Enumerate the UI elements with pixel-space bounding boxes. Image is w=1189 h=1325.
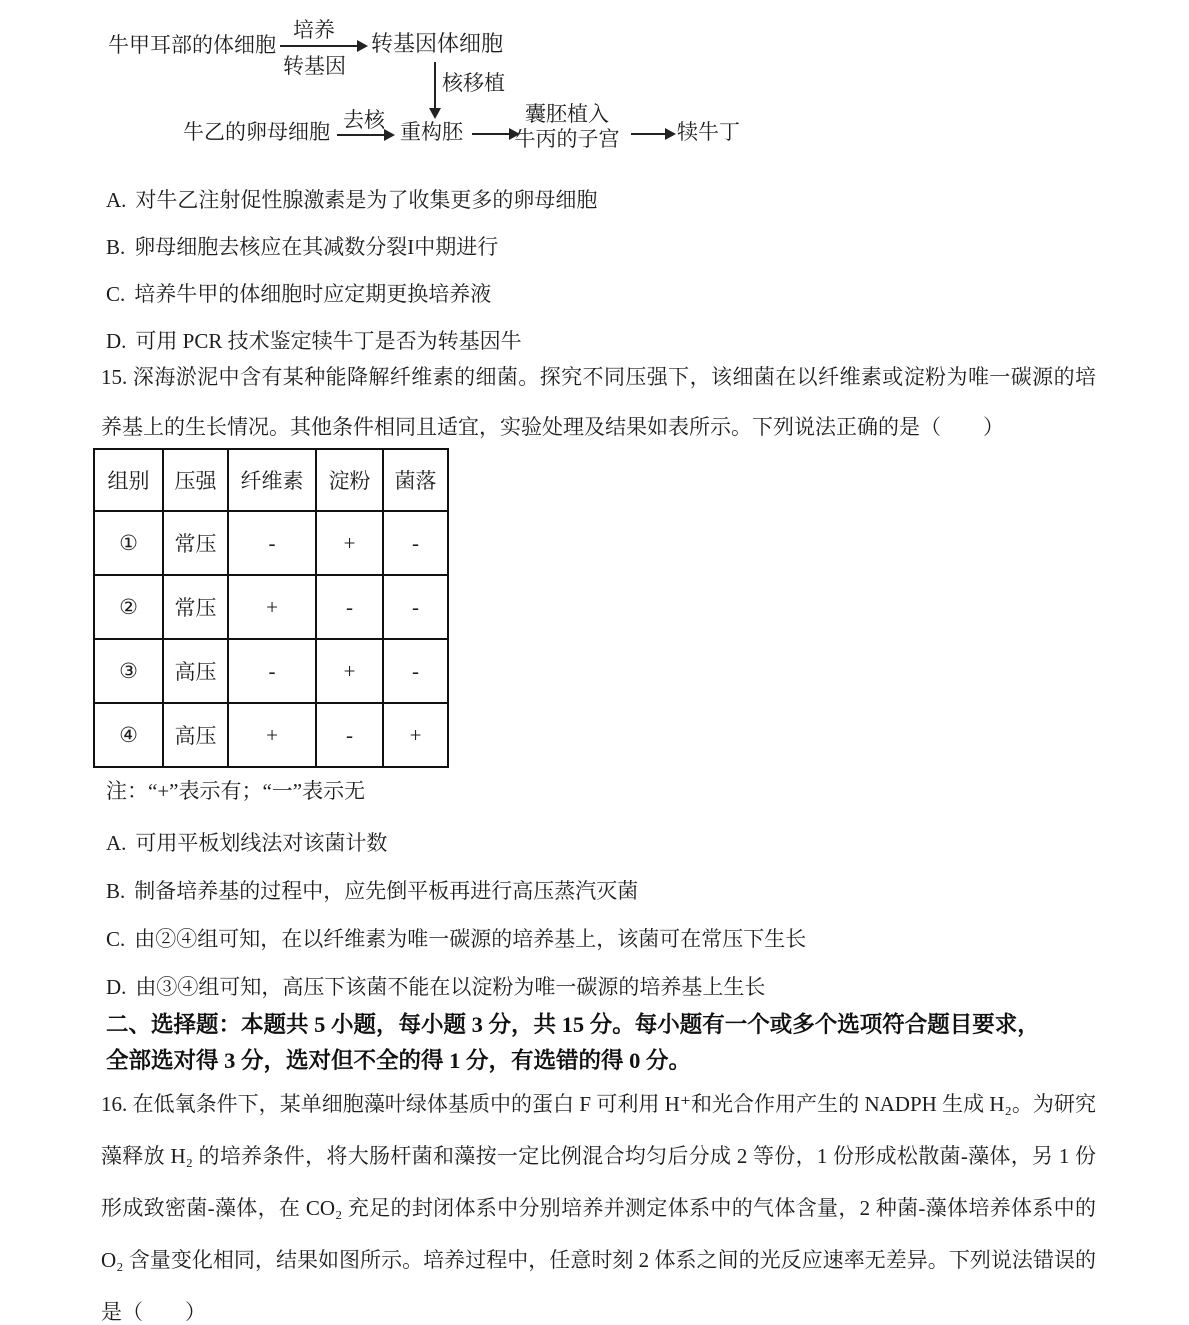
culture-arrow-right-icon (280, 45, 357, 47)
option-text: 可用平板划线法对该菌计数 (135, 831, 388, 855)
option-text: 由②④组可知，在以纤维素为唯一碳源的培养基上，该菌可在常压下生长 (134, 927, 807, 951)
table-header-row (94, 449, 448, 511)
table-cell: - (228, 511, 316, 575)
q14-option-b (106, 231, 1101, 261)
option-label: A. (106, 831, 127, 855)
table-cell: - (383, 511, 448, 575)
table-row (94, 575, 448, 639)
table-cell: - (316, 703, 383, 767)
diagram-label-culture: 培养 (293, 18, 335, 42)
option-text: 由③④组可知，高压下该菌不能在以淀粉为唯一碳源的培养基上生长 (135, 975, 766, 999)
option-label: C. (106, 927, 126, 951)
diagram-node-somatic-cell: 牛甲耳部的体细胞 (108, 33, 276, 57)
q15-option-c (106, 923, 1101, 953)
diagram-label-transgene: 转基因 (283, 54, 346, 78)
table-cell: - (383, 575, 448, 639)
q15-stem: 15. 深海淤泥中含有某种能降解纤维素的细菌。探究不同压强下，该细菌在以纤维素或淀粉为唯一碳源的培养基上的生长情况。其他条件相同且适宜，实验处理及结果如表所示。下列说法正确的是（ ） (101, 365, 1096, 439)
option-label: B. (106, 235, 126, 259)
table-cell: ② (94, 575, 163, 639)
table-cell: + (383, 703, 448, 767)
option-label: D. (106, 975, 127, 999)
option-label: A. (106, 188, 127, 212)
option-text: 可用 PCR 技术鉴定犊牛丁是否为转基因牛 (135, 329, 522, 353)
option-label: B. (106, 879, 126, 903)
table-cell: - (228, 639, 316, 703)
table-cell: + (316, 511, 383, 575)
option-text: 对牛乙注射促性腺激素是为了收集更多的卵母细胞 (135, 188, 598, 212)
table-cell: 高压 (163, 639, 228, 703)
q15-table-note: 注：“+”表示有；“一”表示无 (106, 779, 366, 803)
diagram-node-calf: 犊牛丁 (677, 120, 740, 144)
option-text: 卵母细胞去核应在其减数分裂I中期进行 (134, 235, 499, 259)
q16-stem: 16. 在低氧条件下，某单细胞藻叶绿体基质中的蛋白 F 可利用 H⁺和光合作用产生的 NADPH 生成 H₂。为研究藻释放 H₂ 的培养条件，将大肠杆菌和藻按一定比例混合均匀后分成 2 等份，1 份形成松散菌-藻体，另 1 份形成致密菌-藻体，在 CO₂ 充足的封闭体系中分别培养并测定体系中的气体含量，2 种菌-藻体培养体系中的 O₂ 含量变化相同，结果如图所示。培养过程中，任意时刻 2 体系之间的光反应速率无差异。下列说法错误的是（ ） (101, 1092, 1096, 1324)
table-row (94, 639, 448, 703)
table-header-cell: 纤维素 (228, 449, 316, 511)
table-cell: 常压 (163, 511, 228, 575)
enucleation-arrow-right-icon (337, 134, 384, 136)
table-row (94, 511, 448, 575)
table-cell: - (316, 575, 383, 639)
q14-option-d (106, 325, 1101, 355)
option-text: 培养牛甲的体细胞时应定期更换培养液 (134, 282, 492, 306)
embryo-to-implant-arrow-icon (472, 133, 509, 135)
table-header-cell: 组别 (94, 449, 163, 511)
section2-header-line2: 全部选对得 3 分，选对但不全的得 1 分，有选错的得 0 分。 (106, 1048, 692, 1073)
table-cell: + (228, 703, 316, 767)
diagram-node-implant (507, 102, 627, 152)
table-cell: ③ (94, 639, 163, 703)
table-cell: + (316, 639, 383, 703)
diagram-node-implant-line2: 牛丙的子宫 (514, 127, 620, 151)
option-text: 制备培养基的过程中，应先倒平板再进行高压蒸汽灭菌 (134, 879, 639, 903)
diagram-node-implant-line1: 囊胚植入 (525, 102, 609, 126)
table-cell: 常压 (163, 575, 228, 639)
diagram-node-transgenic-cell: 转基因体细胞 (371, 31, 504, 56)
q15-growth-table (93, 448, 449, 768)
q15-option-a (106, 827, 1101, 857)
table-cell: 高压 (163, 703, 228, 767)
section2-header (106, 1007, 1101, 1079)
q14-option-a (106, 184, 1101, 214)
implant-to-calf-arrow-icon (631, 133, 665, 135)
option-label: D. (106, 329, 127, 353)
table-header-cell: 压强 (163, 449, 228, 511)
table-row (94, 703, 448, 767)
nuclear-transfer-arrow-down-icon (434, 62, 436, 108)
diagram-node-oocyte: 牛乙的卵母细胞 (183, 120, 330, 144)
table-cell: ① (94, 511, 163, 575)
table-header-cell: 菌落 (383, 449, 448, 511)
table-header-cell: 淀粉 (316, 449, 383, 511)
q15-option-d (106, 971, 1101, 1001)
table-cell: + (228, 575, 316, 639)
q15-option-b (106, 875, 1101, 905)
option-label: C. (106, 282, 126, 306)
diagram-node-embryo: 重构胚 (400, 120, 463, 144)
diagram-label-nuclear-transfer: 核移植 (442, 71, 505, 95)
q14-option-c (106, 278, 1101, 308)
diagram-label-enucleation: 去核 (343, 108, 385, 132)
section2-header-line1: 二、选择题：本题共 5 小题，每小题 3 分，共 15 分。每小题有一个或多个选项符合题目要求， (106, 1012, 1040, 1037)
table-cell: ④ (94, 703, 163, 767)
table-cell: - (383, 639, 448, 703)
